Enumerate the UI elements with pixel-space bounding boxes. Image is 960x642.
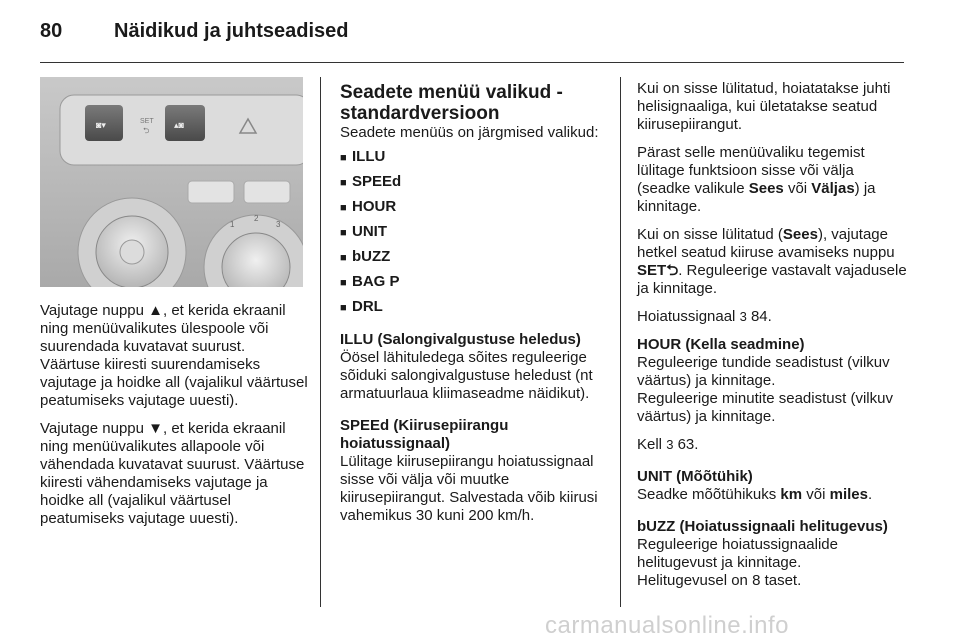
- hour-text: Reguleerige tundide seadistust (vilkuv väärtus) ja kinnitage.: [637, 354, 890, 389]
- illu-text: Öösel lähituledega sõites reguleerige sõiduki salongivalgustuse heledust (nt armatuurlaua kliimaseadme näidikut).: [340, 349, 593, 402]
- bullet-icon: ■: [340, 202, 347, 214]
- clock-reference: Kell 3 63.: [637, 436, 699, 453]
- svg-text:2: 2: [254, 214, 259, 223]
- minute-text: Reguleerige minutite seadistust (vilkuv väärtus) ja kinnitage.: [637, 390, 893, 425]
- toggle-paragraph: Pärast selle menüüvaliku tegemist lülitage funktsioon sisse või välja (seadke valikule Sees või Väljas) ja kinnitage.: [637, 144, 876, 215]
- set-label: SET: [140, 118, 154, 125]
- reference-icon: 3: [739, 309, 747, 324]
- page-title: Näidikud ja juhtseadised: [114, 20, 349, 42]
- speed-text: Lülitage kiirusepiirangu hoiatussignaal sisse või välja või muutke kiirusepiirangut. Salvestada võib kiirusi vahemikus 30 kuni 200 km/h.: [340, 453, 598, 524]
- menu-intro: Seadete menüüs on järgmised valikud:: [340, 124, 599, 141]
- set-speed-paragraph: Kui on sisse lülitatud (Sees), vajutage hetkel seatud kiiruse avamiseks nuppu SET⮌. Reguleerige vastavalt vajadusele ja kinnitage.: [637, 226, 907, 297]
- footer-watermark: carmanualsonline.info: [545, 612, 789, 639]
- buzz-section: [637, 518, 907, 590]
- dashboard-photo: [40, 77, 303, 287]
- bullet-icon: ■: [340, 152, 347, 164]
- speed-heading: SPEEd (Kiirusepiirangu hoiatussignaal): [340, 417, 509, 452]
- bullet-icon: ■: [340, 177, 347, 189]
- unit-heading: UNIT (Mõõtühik): [637, 468, 753, 485]
- bullet-icon: ■: [340, 252, 347, 264]
- hour-section: [637, 336, 907, 454]
- warning-reference: Hoiatussignaal 3 84.: [637, 308, 772, 325]
- list-item: ■ ILLU: [340, 148, 386, 165]
- up-button-paragraph: Vajutage nuppu ▲, et kerida ekraanil ning menüüvalikutes ülespoole või suurendada kuvatavat suurust. Väärtuse kiiresti suurendamiseks vajutage ja hoidke all (vajalikul väärtusel peatumiseks vajutage uuesti).: [40, 302, 308, 409]
- left-column: [40, 302, 308, 538]
- bullet-icon: ■: [340, 302, 347, 314]
- illu-heading: ILLU (Salongivalgustuse heledus): [340, 331, 581, 348]
- svg-text:▴◙: ▴◙: [174, 120, 184, 130]
- unit-section: [637, 468, 907, 504]
- reference-icon: 3: [666, 437, 674, 452]
- list-item: ■ HOUR: [340, 198, 397, 215]
- right-column: [637, 80, 907, 604]
- section-title: Seadete menüü valikud - standardversioon: [340, 82, 563, 124]
- list-item: ■ UNIT: [340, 223, 387, 240]
- dashboard-controls-illustration: [40, 77, 303, 287]
- illu-section: [340, 331, 612, 403]
- menu-options-list: [340, 148, 612, 317]
- list-item: ■ SPEEd: [340, 173, 402, 190]
- column-divider: [620, 77, 621, 607]
- list-item: ■ DRL: [340, 298, 383, 315]
- bullet-icon: ■: [340, 277, 347, 289]
- hour-heading: HOUR (Kella seadmine): [637, 336, 805, 353]
- list-item: ■ BAG P: [340, 273, 400, 290]
- page-number: 80: [40, 20, 63, 42]
- column-divider: [320, 77, 321, 607]
- speed-section: [340, 417, 612, 525]
- svg-text:◙▾: ◙▾: [96, 120, 106, 130]
- svg-text:3: 3: [276, 220, 281, 229]
- buzz-levels-text: Helitugevusel on 8 taset.: [637, 572, 802, 589]
- bullet-icon: ■: [340, 227, 347, 239]
- middle-column: [340, 82, 612, 539]
- unit-text: Seadke mõõtühikuks km või miles.: [637, 486, 873, 503]
- buzz-text: Reguleerige hoiatussignaalide helitugevust ja kinnitage.: [637, 536, 838, 571]
- svg-text:1: 1: [230, 220, 235, 229]
- header-rule: [40, 62, 904, 63]
- down-button-paragraph: Vajutage nuppu ▼, et kerida ekraanil ning menüüvalikutes allapoole või vähendada kuvatavat suurust. Väärtuse kiiresti vähendamiseks vajutage ja hoidke all (vajalikul väärtusel peatumiseks vajutage uuesti).: [40, 420, 305, 527]
- set-return-icon: ⮌: [666, 262, 679, 279]
- button-up: [165, 105, 205, 141]
- list-item: ■ bUZZ: [340, 248, 391, 265]
- speed-warning-paragraph: Kui on sisse lülitatud, hoiatatakse juhti helisignaaliga, kui ületatakse seatud kiirusepiirangut.: [637, 80, 891, 133]
- buzz-heading: bUZZ (Hoiatussignaali helitugevus): [637, 518, 888, 535]
- svg-text:⮌: ⮌: [143, 126, 150, 135]
